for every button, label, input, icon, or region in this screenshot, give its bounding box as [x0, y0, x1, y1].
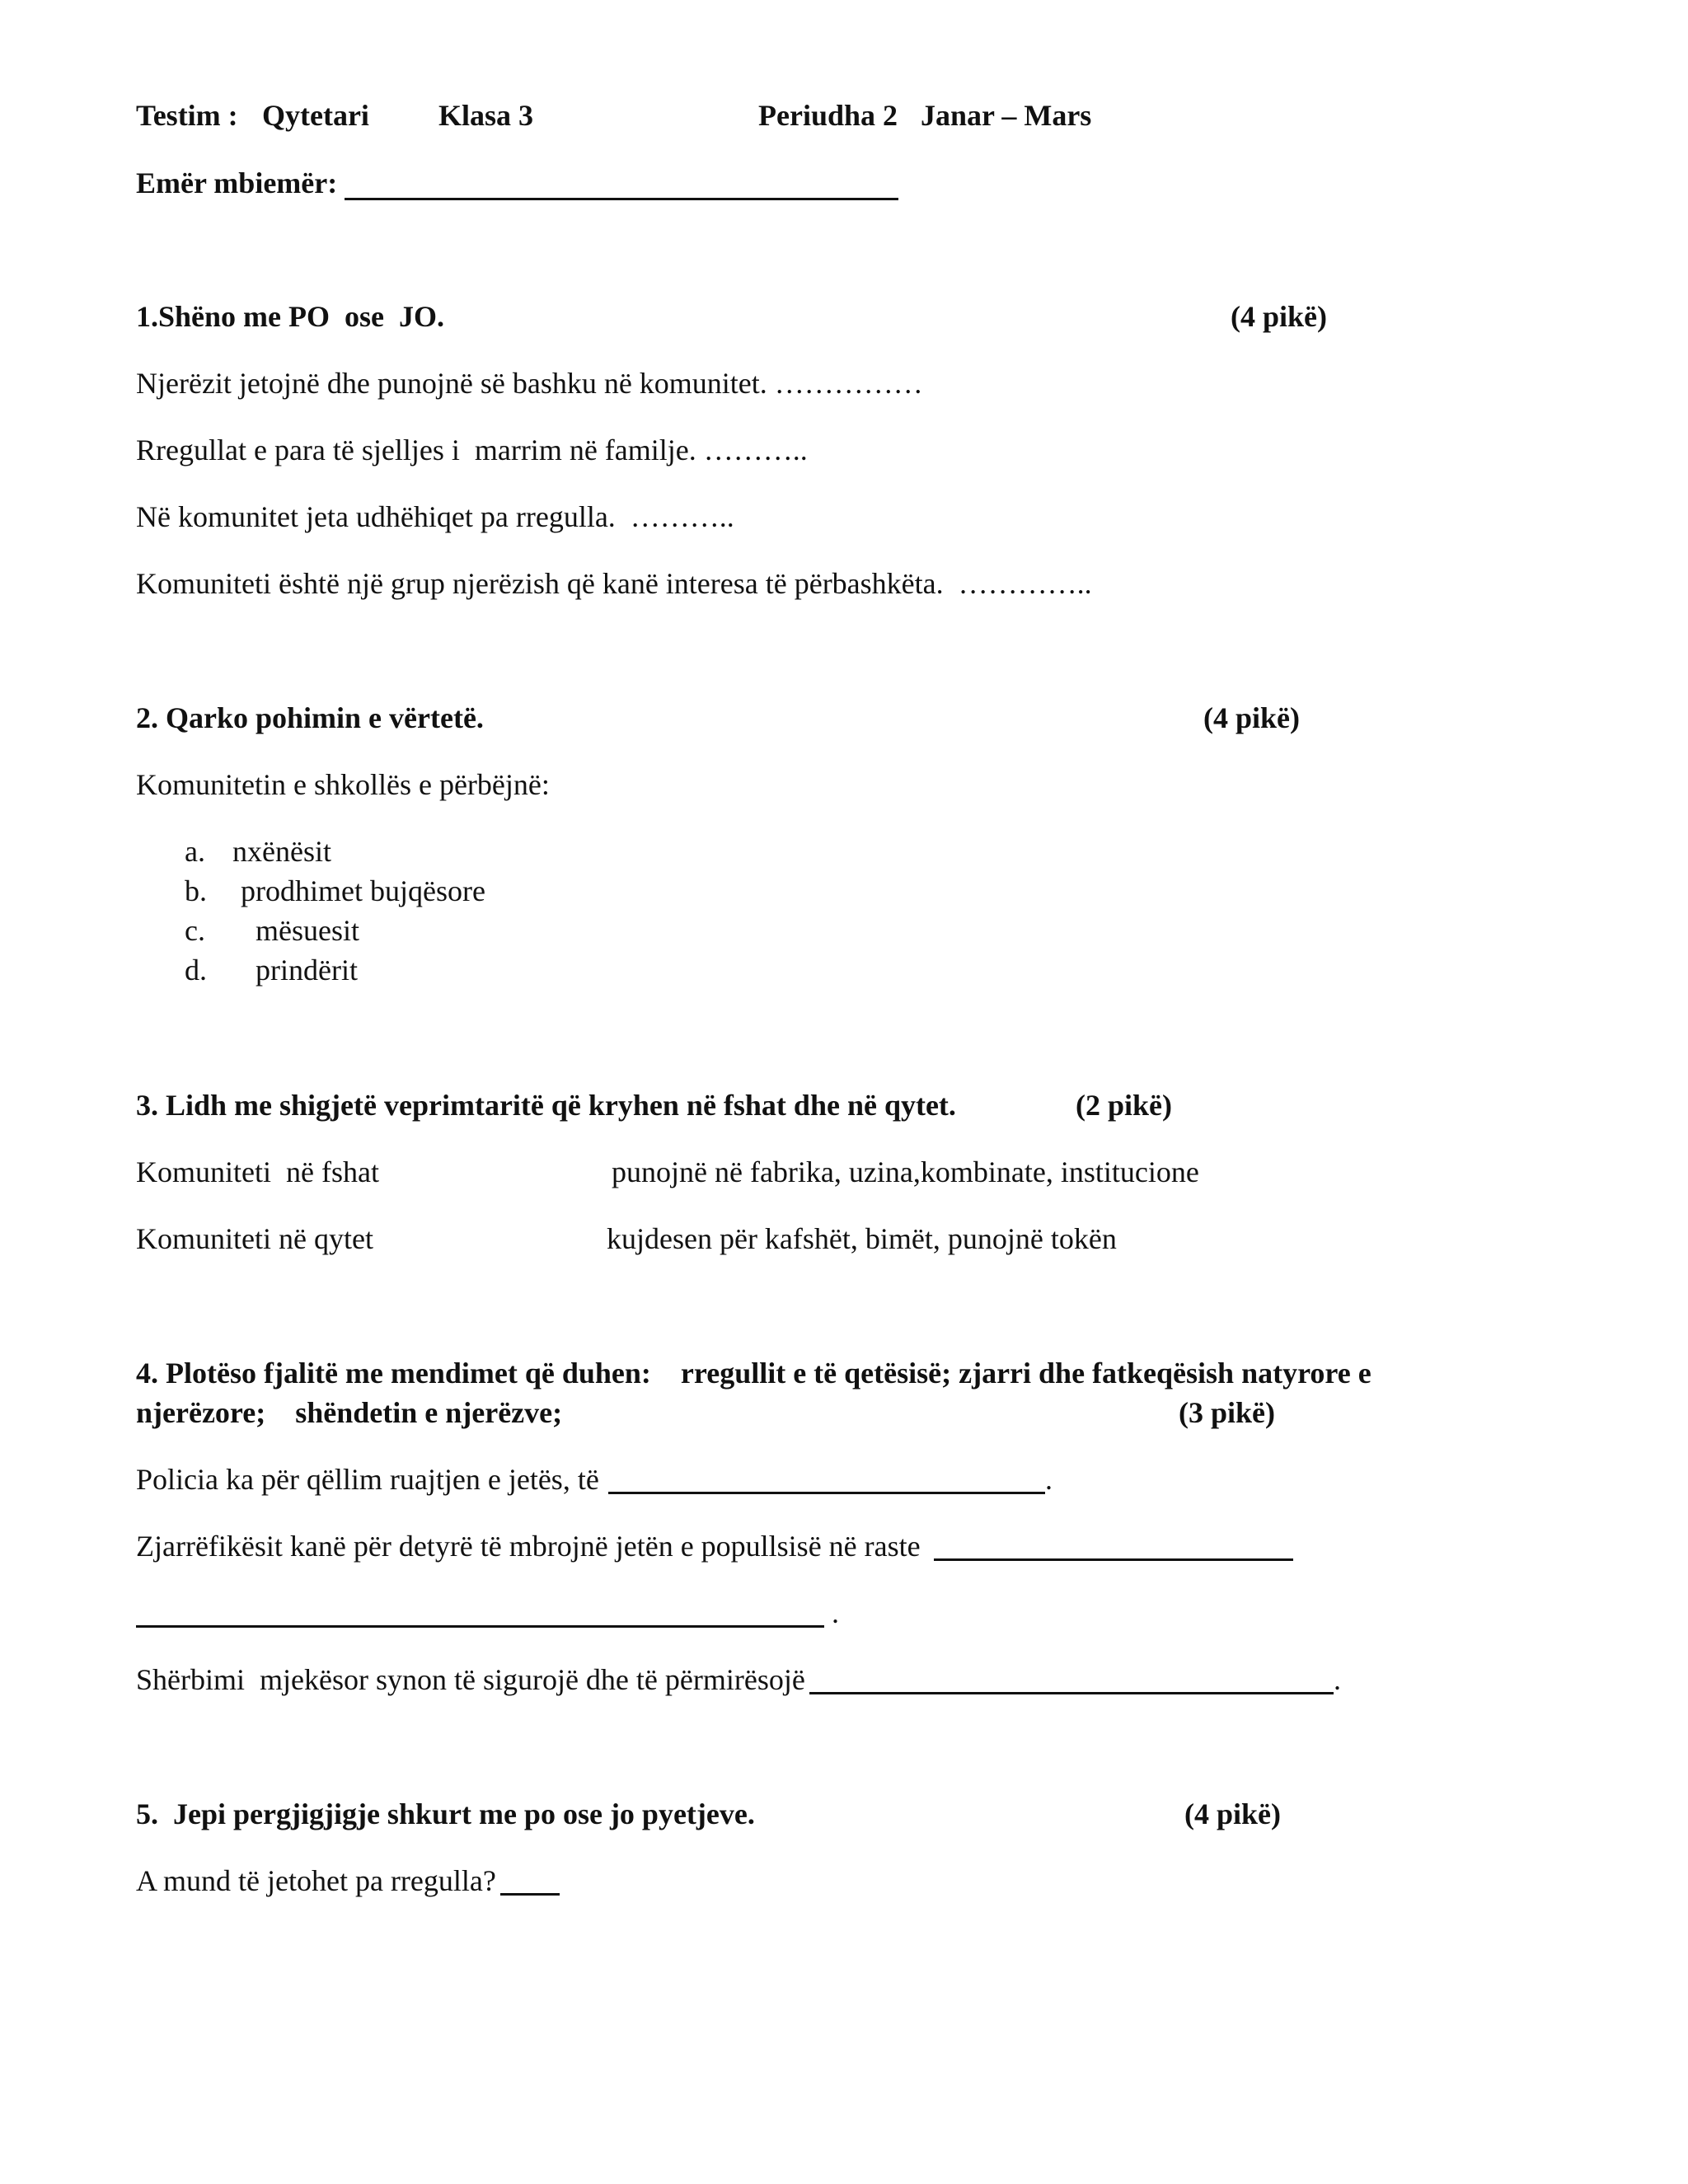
option-c[interactable]: mësuesit: [256, 914, 359, 947]
option-letter-a: a.: [185, 835, 205, 868]
name-input-line[interactable]: [345, 198, 898, 200]
q4-title-line-1: 4. Plotëso fjalitë me mendimet që duhen: rregullit e të qetësisë; zjarri dhe fatkeqësish natyrore e: [136, 1357, 1372, 1390]
q5-points: (4 pikë): [1184, 1797, 1281, 1830]
name-label: Emër mbiemër:: [136, 166, 338, 199]
period-label: Periudha 2: [758, 99, 898, 132]
option-b[interactable]: prodhimet bujqësore: [241, 874, 485, 907]
q1-statement-4[interactable]: Komuniteti është një grup njerëzish që kanë interesa të përbashkëta. …………..: [136, 567, 1092, 600]
q4-period-2: .: [824, 1596, 839, 1629]
q3-left-2[interactable]: Komuniteti në qytet: [136, 1222, 373, 1255]
q2-points: (4 pikë): [1203, 701, 1300, 734]
q1-statement-2[interactable]: Rregullat e para të sjelljes i marrim në familje. ………..: [136, 434, 808, 466]
q5-question-1: A mund të jetohet pa rregulla?: [136, 1864, 496, 1897]
q4-period-3: .: [1334, 1663, 1341, 1696]
option-letter-c: c.: [185, 914, 205, 947]
q4-sentence-1: Policia ka për qëllim ruajtjen e jetës, të: [136, 1463, 599, 1496]
q4-sentence-2: Zjarrëfikësit kanë për detyrë të mbrojnë jetën e popullsisë në raste: [136, 1530, 921, 1563]
option-a[interactable]: nxënësit: [232, 835, 331, 868]
test-label: Testim :: [136, 99, 238, 132]
q2-title: 2. Qarko pohimin e vërtetë.: [136, 701, 484, 734]
subject-label: Qytetari: [262, 99, 369, 132]
q3-points: (2 pikë): [1076, 1089, 1172, 1122]
q4-answer-line-3[interactable]: [809, 1692, 1334, 1694]
q4-period-1: .: [1045, 1463, 1053, 1496]
q3-title: 3. Lidh me shigjetë veprimtaritë që kryhen në fshat dhe në qytet.: [136, 1089, 956, 1122]
q4-title-line-2: njerëzore; shëndetin e njerëzve;: [136, 1396, 563, 1429]
option-letter-b: b.: [185, 874, 207, 907]
period-months: Janar – Mars: [921, 99, 1092, 132]
q1-title: 1.Shëno me PO ose JO.: [136, 300, 444, 333]
q1-statement-3[interactable]: Në komunitet jeta udhëhiqet pa rregulla. ………..: [136, 500, 734, 533]
q2-prompt: Komunitetin e shkollës e përbëjnë:: [136, 768, 550, 801]
q4-answer-line-2a[interactable]: [934, 1558, 1293, 1561]
q4-answer-line-1[interactable]: [608, 1492, 1045, 1494]
q1-statement-1[interactable]: Njerëzit jetojnë dhe punojnë së bashku në komunitet. ……………: [136, 367, 923, 400]
q1-points: (4 pikë): [1231, 300, 1327, 333]
option-d[interactable]: prindërit: [256, 954, 358, 987]
q3-right-2[interactable]: kujdesen për kafshët, bimët, punojnë tokën: [607, 1222, 1117, 1255]
q4-answer-line-2b[interactable]: [136, 1625, 824, 1628]
q4-points: (3 pikë): [1179, 1396, 1275, 1429]
q5-answer-line-1[interactable]: [500, 1893, 560, 1896]
q3-right-1[interactable]: punojnë në fabrika, uzina,kombinate, institucione: [612, 1155, 1199, 1188]
q5-title: 5. Jepi pergjigjigje shkurt me po ose jo pyetjeve.: [136, 1797, 755, 1830]
option-letter-d: d.: [185, 954, 207, 987]
q3-left-1[interactable]: Komuniteti në fshat: [136, 1155, 379, 1188]
q4-sentence-3: Shërbimi mjekësor synon të sigurojë dhe të përmirësojë: [136, 1663, 805, 1696]
grade-label: Klasa 3: [438, 99, 534, 132]
